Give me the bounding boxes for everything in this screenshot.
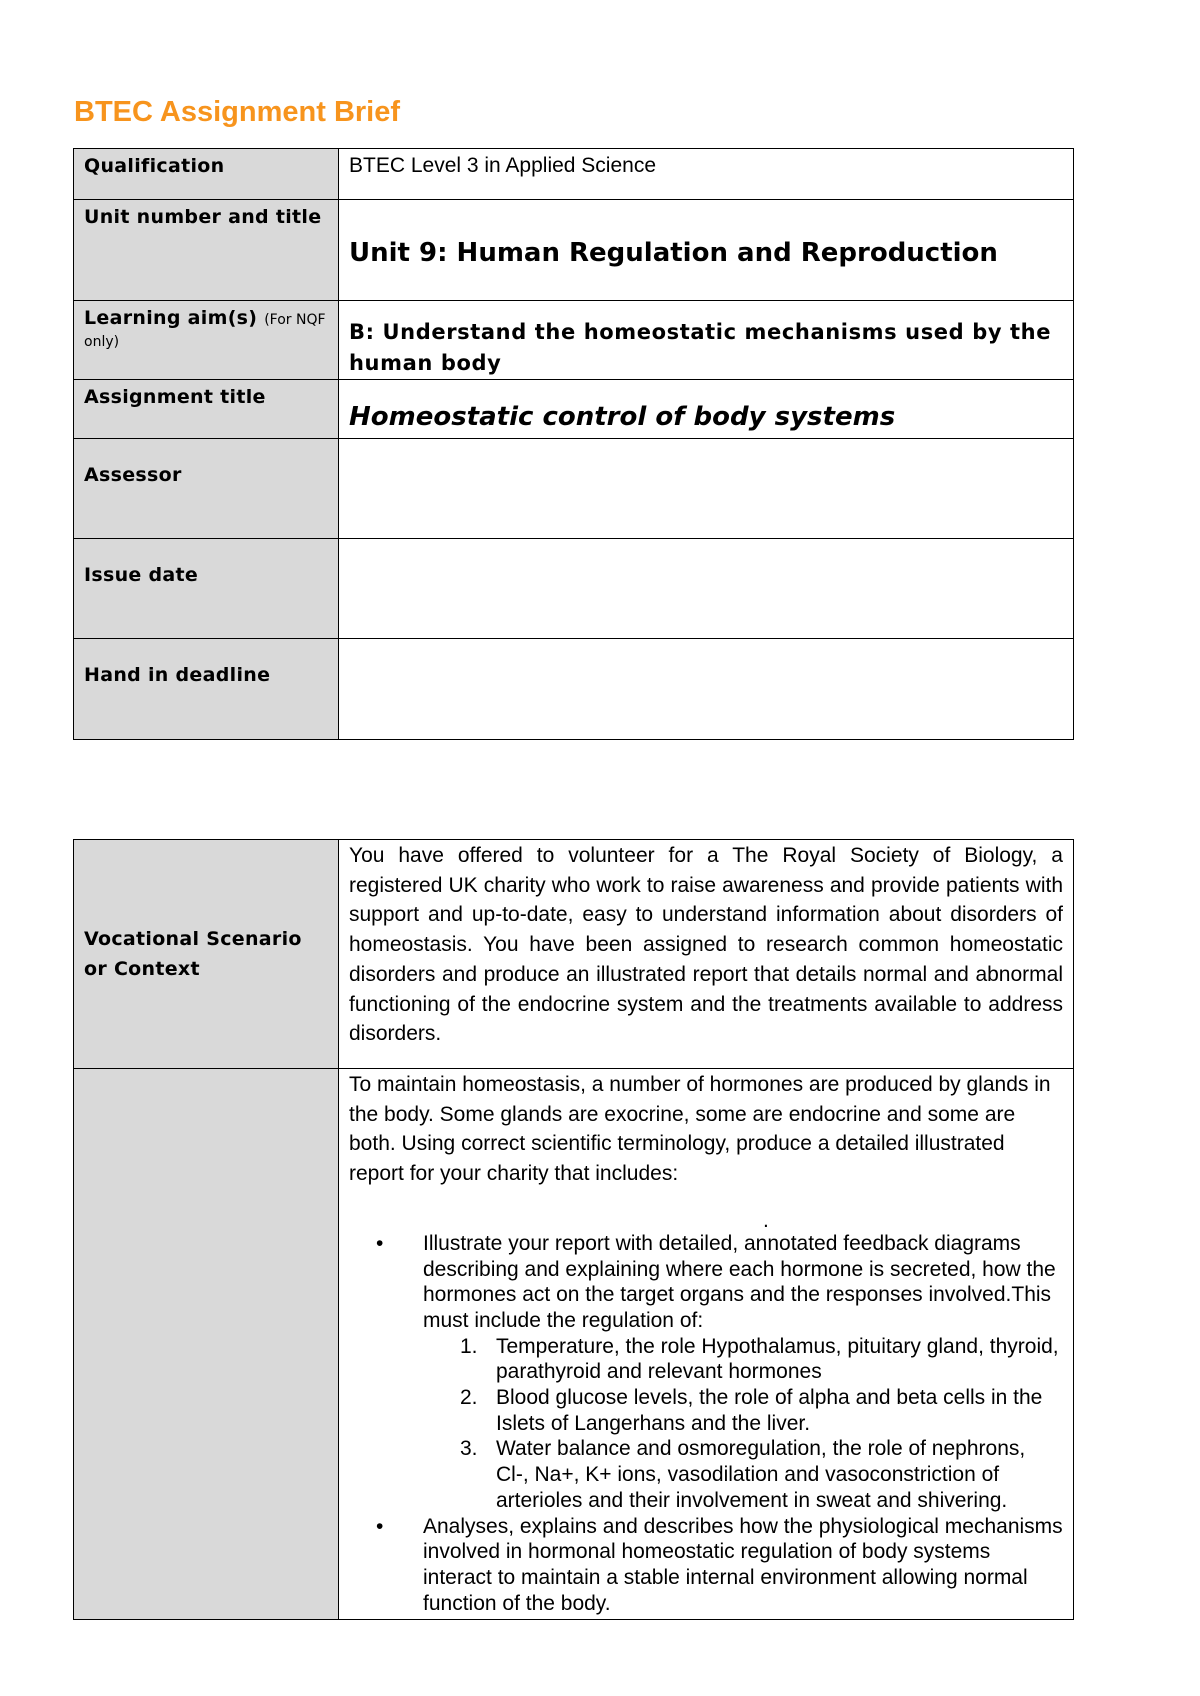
deadline-row — [74, 639, 1074, 740]
learning-aim-label-main: Learning aim(s) — [84, 307, 258, 329]
list-item — [423, 1334, 1063, 1385]
scenario-text: You have offered to volunteer for a The Royal Society of Biology, a registered UK charity who work to raise awareness and provide patients with support and up-to-date, easy to understand information about disorders of homeostasis. You have been assigned to research common homeostatic disorders and produce an illustrated report that details normal and abnormal functioning of the endocrine system and the treatments available to address disorders. — [349, 844, 1063, 1046]
list-item — [339, 1514, 1073, 1617]
list-item — [339, 1231, 1073, 1514]
learning-aim-label — [74, 301, 338, 357]
unit-value: Unit 9: Human Regulation and Reproduction — [349, 238, 998, 268]
list-item — [423, 1436, 1063, 1513]
sub-2-number: 2. — [460, 1386, 478, 1410]
task-bullet-list — [339, 1231, 1073, 1617]
unit-row — [74, 200, 1074, 301]
issue-date-label: Issue date — [84, 564, 199, 586]
assessor-row — [74, 439, 1074, 539]
deadline-value — [339, 639, 1074, 740]
learning-aim-value: B: Understand the homeostatic mechanisms used by the human body — [349, 320, 1052, 375]
assessor-value — [339, 439, 1074, 539]
scenario-label: Vocational Scenario or Context — [84, 928, 302, 980]
task-intro: To maintain homeostasis, a number of hormones are produced by glands in the body. Some glands are exocrine, some are endocrine and some are both. Using correct scientific terminology, produce a detailed illustrated report for your charity that includes: — [349, 1073, 1051, 1186]
document-title: BTEC Assignment Brief — [74, 96, 401, 128]
qualification-value: BTEC Level 3 in Applied Science — [349, 154, 657, 177]
qualification-label: Qualification — [84, 155, 225, 177]
bullet-1-text: Illustrate your report with detailed, annotated feedback diagrams describing and explaining where each hormone is secreted, how the hormones act on the target organs and the responses involved.This must include the regulation of: — [423, 1231, 1056, 1332]
sub-1-number: 1. — [460, 1334, 478, 1358]
sub-3-number: 3. — [460, 1437, 478, 1461]
bullet-icon: • — [376, 1514, 384, 1538]
scenario-row — [74, 840, 1074, 1069]
assignment-title-label: Assignment title — [84, 386, 266, 408]
task-row — [74, 1069, 1074, 1620]
sub-1-text: Temperature, the role Hypothalamus, pituitary gland, thyroid, parathyroid and relevant hormones — [496, 1334, 1059, 1384]
sub-2-text: Blood glucose levels, the role of alpha and beta cells in the Islets of Langerhans and the liver. — [496, 1386, 1043, 1435]
unit-label: Unit number and title — [84, 206, 322, 228]
issue-date-value — [339, 539, 1074, 639]
qualification-row — [74, 149, 1074, 200]
sub-3-text: Water balance and osmoregulation, the role of nephrons, Cl-, Na+, K+ ions, vasodilation and vasoconstriction of arterioles and their involvement in sweat and shivering. — [496, 1437, 1026, 1512]
assignment-title-row — [74, 380, 1074, 439]
assessor-label: Assessor — [84, 464, 182, 486]
bullet-icon: • — [376, 1231, 384, 1255]
task-label-cell — [74, 1069, 339, 1620]
scenario-table — [73, 839, 1074, 1620]
issue-date-row — [74, 539, 1074, 639]
list-item — [423, 1385, 1063, 1436]
assignment-info-table — [73, 148, 1074, 740]
sub-list — [423, 1334, 1063, 1514]
bullet-2-text: Analyses, explains and describes how the physiological mechanisms involved in hormonal homeostatic regulation of body systems interact to maintain a stable internal environment allowing normal function of the body. — [423, 1514, 1063, 1615]
learning-aim-row — [74, 301, 1074, 380]
learning-aim-label-note: (For NQF only) — [84, 312, 326, 350]
deadline-label: Hand in deadline — [84, 664, 271, 686]
assignment-title-value: Homeostatic control of body systems — [349, 402, 896, 432]
stray-dot: . — [763, 1208, 769, 1232]
